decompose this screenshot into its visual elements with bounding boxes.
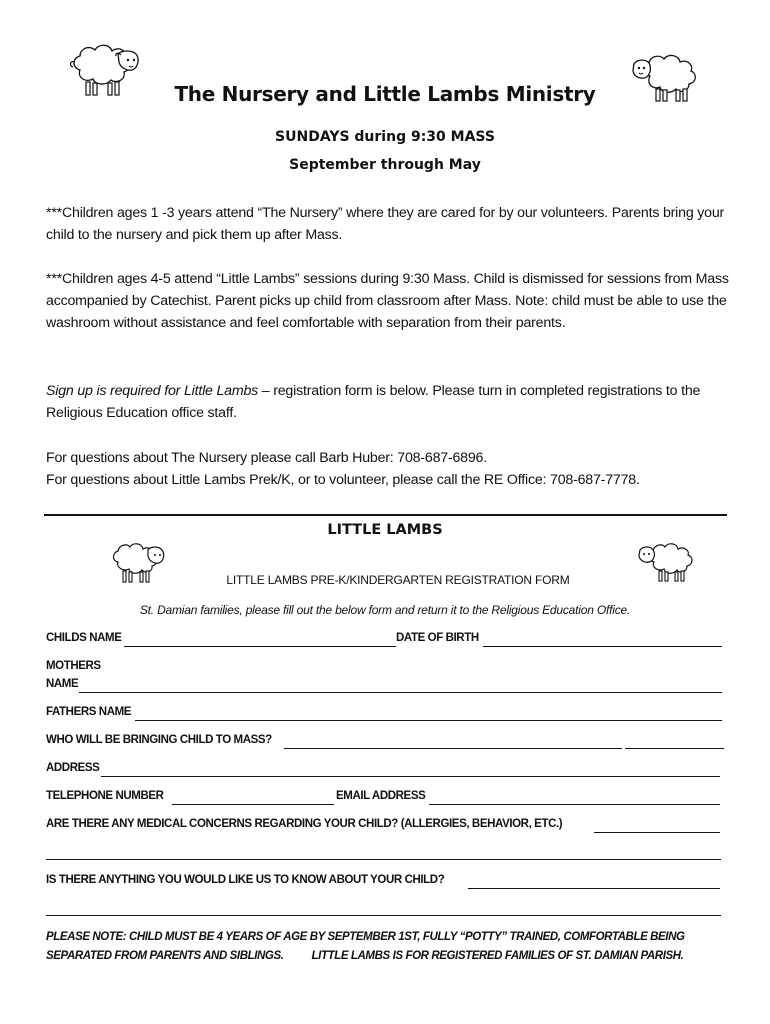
mothers-name-field[interactable] bbox=[79, 692, 722, 693]
childs-name-field[interactable] bbox=[124, 646, 396, 647]
bringing-child-label: WHO WILL BE BRINGING CHILD TO MASS? bbox=[46, 734, 272, 746]
mothers-label: MOTHERS bbox=[46, 660, 101, 672]
medical-concerns-field[interactable] bbox=[594, 832, 720, 833]
childs-name-label: CHILDS NAME bbox=[46, 632, 122, 644]
schedule-line: SUNDAYS during 9:30 MASS bbox=[275, 129, 495, 145]
re-office-contact: For questions about Little Lambs Prek/K, or to volunteer, please call the RE Office: 708-687-7778. bbox=[46, 472, 640, 488]
season-line: September through May bbox=[289, 157, 481, 173]
little-lambs-paragraph: ***Children ages 4-5 attend “Little Lambs” sessions during 9:30 Mass. Child is dismissed for sessions from Mass accompanied by Catechist. Parent picks up child from classroom after Mass. Note: child must be able to use the washroom without assistance and feel comfortable with separation from their parents. bbox=[46, 271, 729, 331]
fathers-name-label: FATHERS NAME bbox=[46, 706, 132, 718]
address-label: ADDRESS bbox=[46, 762, 100, 774]
signup-text: – registration form is below. Please turn in completed registrations to the Religious Education office staff. bbox=[46, 383, 701, 421]
page-title: The Nursery and Little Lambs Ministry bbox=[174, 82, 596, 106]
signup-paragraph bbox=[46, 380, 736, 424]
fathers-name-field[interactable] bbox=[135, 720, 722, 721]
telephone-field[interactable] bbox=[172, 804, 334, 805]
nursery-contact: For questions about The Nursery please call Barb Huber: 708-687-6896. bbox=[46, 450, 487, 466]
contact-paragraph bbox=[46, 447, 736, 491]
eligibility-note-line2a: SEPARATED FROM PARENTS AND SIBLINGS. bbox=[46, 949, 284, 962]
form-title: LITTLE LAMBS PRE-K/KINDERGARTEN REGISTRATION FORM bbox=[226, 573, 570, 587]
eligibility-note bbox=[46, 928, 736, 965]
bringing-child-field-extra[interactable] bbox=[625, 748, 724, 749]
medical-concerns-field-line2[interactable] bbox=[46, 859, 721, 860]
signup-emphasis: Sign up is required for Little Lambs bbox=[46, 383, 259, 399]
eligibility-note-line2b: LITTLE LAMBS IS FOR REGISTERED FAMILIES OF ST. DAMIAN PARISH. bbox=[311, 949, 684, 962]
form-instructions: St. Damian families, please fill out the below form and return it to the Religious Education Office. bbox=[139, 603, 631, 617]
date-of-birth-label: DATE OF BIRTH bbox=[396, 632, 479, 644]
anything-to-know-label: IS THERE ANYTHING YOU WOULD LIKE US TO KNOW ABOUT YOUR CHILD? bbox=[46, 874, 445, 886]
section-divider bbox=[44, 514, 727, 516]
mothers-name-label: NAME bbox=[46, 678, 79, 690]
medical-concerns-label: ARE THERE ANY MEDICAL CONCERNS REGARDING YOUR CHILD? (ALLERGIES, BEHAVIOR, ETC.) bbox=[46, 818, 563, 830]
section-heading: LITTLE LAMBS bbox=[327, 522, 443, 538]
bringing-child-field[interactable] bbox=[284, 748, 622, 749]
eligibility-note-line1: PLEASE NOTE: CHILD MUST BE 4 YEARS OF AGE BY SEPTEMBER 1ST, FULLY “POTTY” TRAINED, COMFORTABLE BEING bbox=[46, 931, 685, 943]
address-field[interactable] bbox=[101, 776, 720, 777]
date-of-birth-field[interactable] bbox=[483, 646, 722, 647]
telephone-label: TELEPHONE NUMBER bbox=[46, 790, 164, 802]
anything-to-know-field[interactable] bbox=[468, 888, 720, 889]
anything-to-know-field-line2[interactable] bbox=[46, 915, 721, 916]
nursery-paragraph: ***Children ages 1 -3 years attend “The Nursery” where they are cared for by our volunteers. Parents bring your child to the nursery and pick them up after Mass. bbox=[46, 205, 725, 243]
email-label: EMAIL ADDRESS bbox=[336, 790, 426, 802]
email-field[interactable] bbox=[429, 804, 720, 805]
